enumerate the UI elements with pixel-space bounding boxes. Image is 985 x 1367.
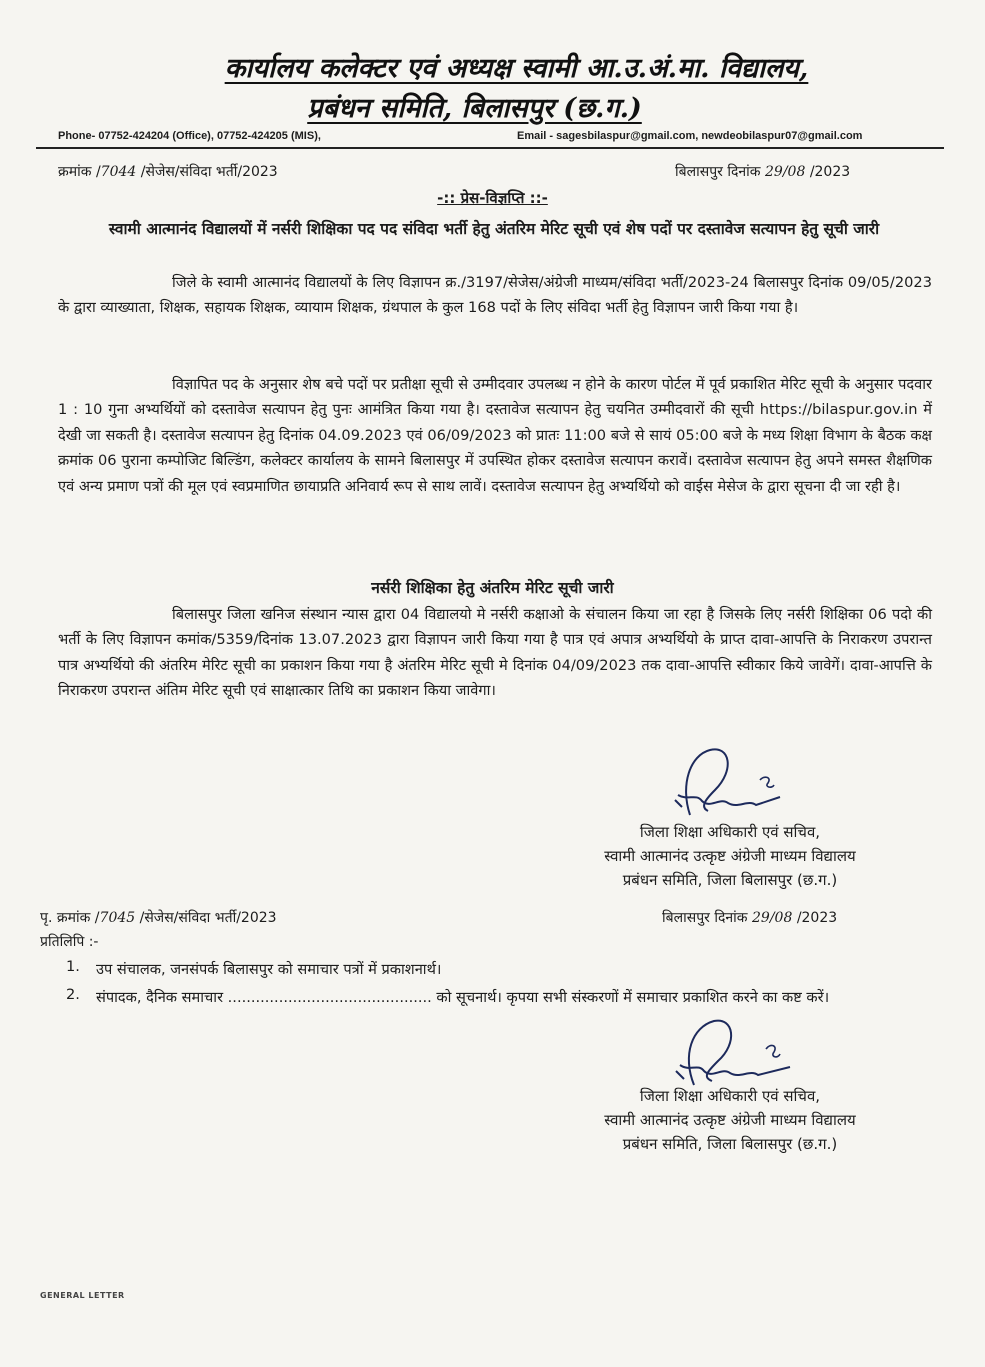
copy-date-prefix: बिलासपुर दिनांक (662, 910, 748, 926)
copy-reference-suffix: /सेजेस/संविदा भर्ती/2023 (139, 910, 277, 926)
reference-prefix: क्रमांक / (58, 164, 101, 180)
paragraph-3: बिलासपुर जिला खनिज संस्थान न्यास द्वारा 04 विद्यालयो मे नर्सरी कक्षाओ के संचालन किया जा रहा है जिसके लिए नर्सरी शिक्षिका 06 पदो की भर्ती के लिए विज्ञापन कमांक/5359/दिनांक 13.07.2023 द्वारा विज्ञापन जारी किया गया है पात्र एवं अपात्र अभ्यर्थियो के प्राप्त दावा-आपत्ति के निराकरण उपरान्त पात्र अभ्यर्थियो की अंतरिम मेरिट सूची का प्रकाशन किया गया है अंतरिम मेरिट सूची मे दिनांक 04/09/2023 तक दावा-आपत्ति स्वीकार किये जावेगें। दावा-आपत्ति के निराकरण उपरान्त अंतिम मेरिट सूची एवं साक्षात्कार तिथि का प्रकाशन किया जावेगा। (58, 606, 932, 700)
copy-reference-date (662, 908, 837, 927)
copy-item-1-number: 1. (66, 958, 80, 975)
general-letter-mark: GENERAL LETTER (40, 1291, 125, 1300)
subject-heading: स्वामी आत्मानंद विद्यालयों में नर्सरी शिक्षिका पद पद संविदा भर्ती हेतु अंतरिम मेरिट सूची एवं शेष पदों पर दस्तावेज सत्यापन हेतु सूची जारी (108, 220, 880, 238)
signature-block-2 (520, 1084, 940, 1156)
signatory-designation: जिला शिक्षा अधिकारी एवं सचिव, (639, 823, 821, 841)
paragraph-1: जिले के स्वामी आत्मानंद विद्यालयों के लिए विज्ञापन क्र./3197/सेजेस/अंग्रेजी माध्यम/संविदा भर्ती/2023-24 बिलासपुर दिनांक 09/05/2023 के द्वारा व्याख्याता, शिक्षक, सहायक शिक्षक, व्यायाम शिक्षक, ग्रंथपाल के कुल 168 पदों के लिए संविदा भर्ती हेतु विज्ञापन जारी किया गया है। (58, 274, 932, 317)
signature-mark-2 (660, 1015, 810, 1095)
signatory-designation-2: जिला शिक्षा अधिकारी एवं सचिव, (639, 1087, 821, 1105)
press-release-title-text: -:: प्रेस-विज्ञप्ति ::- (437, 189, 548, 207)
signature-mark-1 (660, 745, 800, 825)
phone-numbers: Phone- 07752-424204 (Office), 07752-424205 (MIS), (58, 130, 321, 142)
signatory-school: स्वामी आत्मानंद उत्कृष्ट अंग्रेजी माध्यम विद्यालय (604, 847, 856, 865)
copy-to-label: प्रतिलिपि :- (40, 934, 99, 950)
press-release-title (0, 188, 985, 208)
paragraph-2: विज्ञापित पद के अनुसार शेष बचे पदों पर प्रतीक्षा सूची से उम्मीदवार उपलब्ध न होने के कारण पोर्टल में पूर्व प्रकाशित मेरिट सूची के अनुसार पदवार 1 : 10 गुना अभ्यर्थियों को दस्तावेज सत्यापन हेतु पुनः आमंत्रित किया गया है। दस्तावेज सत्यापन हेतु चयनित उम्मीदवारों की सूची https://bilaspur.gov.in में देखी जा सकती है। दस्तावेज सत्यापन हेतु दिनांक 04.09.2023 एवं 06/09/2023 को प्रातः 11:00 बजे से सायं 05:00 बजे के मध्य शिक्षा विभाग के बैठक कक्ष क्रमांक 06 पुराना कम्पोजिट बिल्डिंग, कलेक्टर कार्यालय के सामने बिलासपुर में उपस्थित होकर दस्तावेज सत्यापन करावें। दस्तावेज सत्यापन हेतु अपने समस्त शैक्षणिक एवं अन्य प्रमाण पत्रों की मूल एवं स्वप्रमाणित छायाप्रति अनिवार्य रूप से साथ लावें। दस्तावेज सत्यापन हेतु अभ्यर्थियो को वाईस मेसेज के द्वारा सूचना दी जा रही है। (58, 376, 932, 495)
copy-reference-number (40, 908, 277, 927)
signatory-committee-2: प्रबंधन समिति, जिला बिलासपुर (छ.ग.) (622, 1135, 838, 1153)
header-divider (36, 147, 944, 149)
reference-number-handwritten: 7044 (100, 164, 137, 180)
copy-item-2-number: 2. (66, 986, 80, 1003)
date-prefix: बिलासपुर दिनांक (675, 164, 761, 180)
reference-number (58, 162, 278, 181)
copy-item-2: संपादक, दैनिक समाचार ............................................ को सूचनार्थ। कृपया सभी संस्करणों में समाचार प्रकाशित करने का कष्ट करें। (96, 989, 830, 1006)
copy-date-year: /2023 (796, 910, 838, 926)
date-handwritten: 29/08 (765, 164, 806, 180)
office-heading-line2: प्रबंधन समिति, बिलासपुर (छ.ग.) (307, 93, 642, 124)
reference-date (675, 162, 850, 181)
date-year: /2023 (809, 164, 851, 180)
signatory-committee: प्रबंधन समिति, जिला बिलासपुर (छ.ग.) (622, 871, 838, 889)
email-addresses: Email - sagesbilaspur@gmail.com, newdeobilaspur07@gmail.com (517, 130, 863, 142)
copy-reference-prefix: पृ. क्रमांक / (40, 910, 100, 926)
nursery-subheading: नर्सरी शिक्षिका हेतु अंतरिम मेरिट सूची जारी (371, 579, 614, 597)
signature-block-1 (520, 820, 940, 892)
copy-reference-number-handwritten: 7045 (99, 910, 136, 926)
reference-suffix: /सेजेस/संविदा भर्ती/2023 (140, 164, 278, 180)
copy-date-handwritten: 29/08 (752, 910, 793, 926)
signatory-school-2: स्वामी आत्मानंद उत्कृष्ट अंग्रेजी माध्यम विद्यालय (604, 1111, 856, 1129)
office-heading-line1: कार्यालय कलेक्टर एवं अध्यक्ष स्वामी आ.उ.अं.मा. विद्यालय, (224, 53, 809, 84)
copy-item-1: उप संचालक, जनसंपर्क बिलासपुर को समाचार पत्रों में प्रकाशनार्थ। (96, 961, 442, 978)
